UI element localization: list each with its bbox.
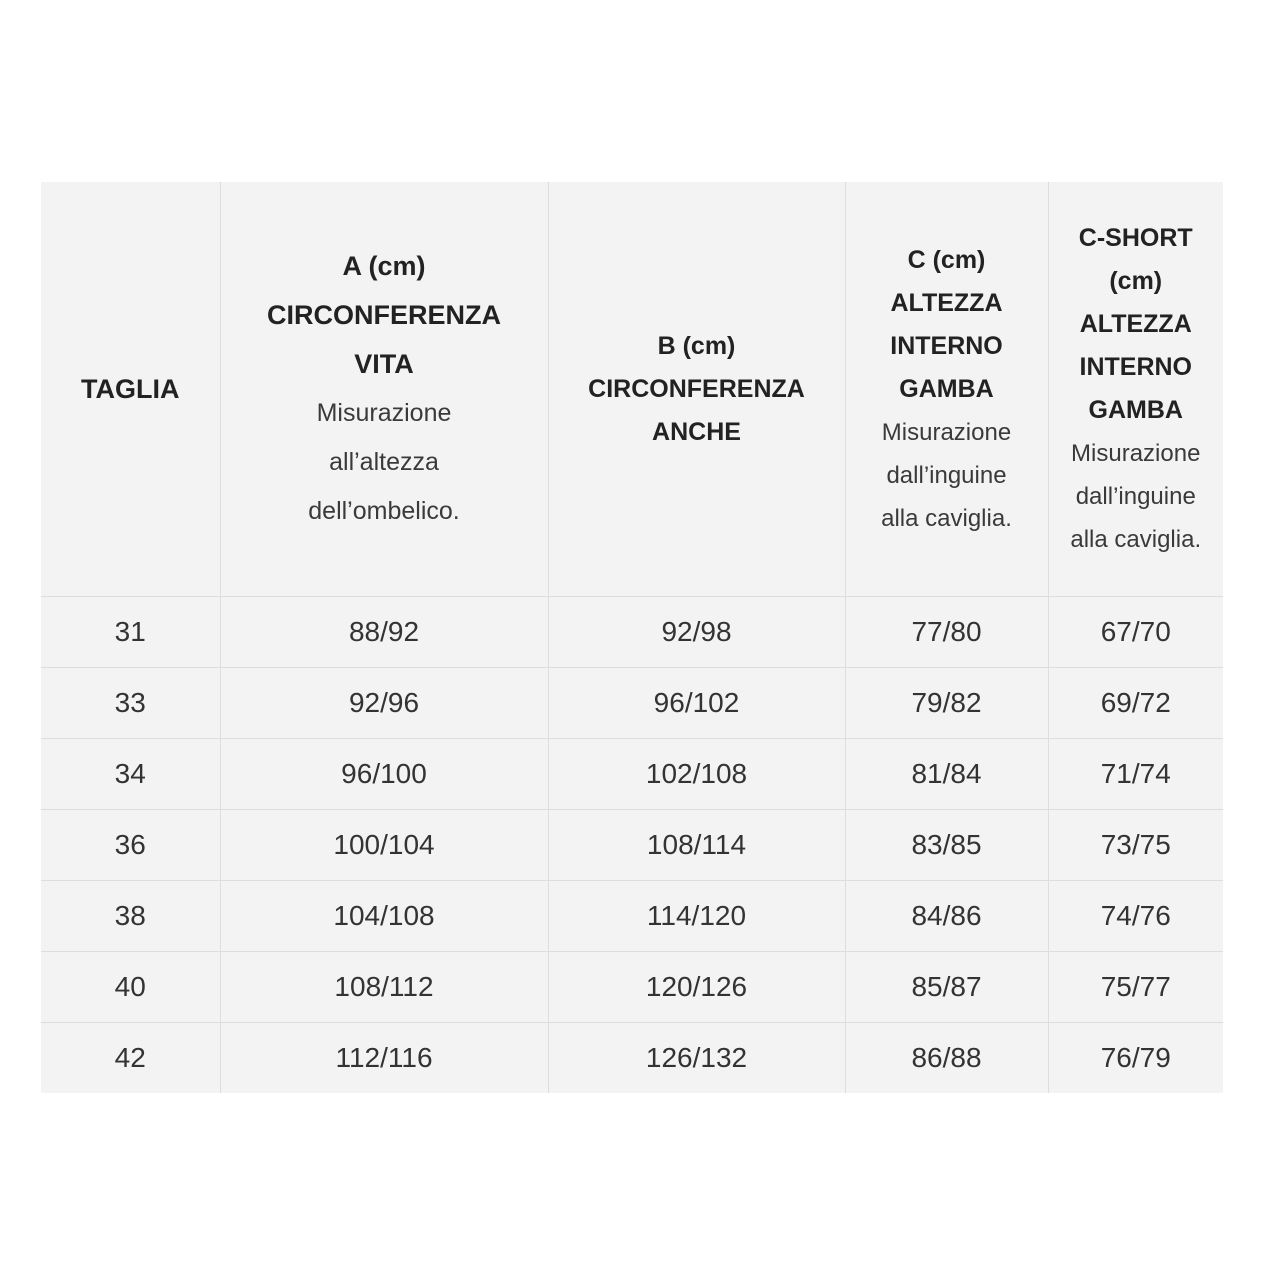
table-row (41, 952, 1223, 1023)
cell-size: 34 (41, 739, 220, 810)
header-waist (220, 182, 548, 597)
cell-size: 31 (41, 597, 220, 668)
header-hips-title: B (cm) CIRCONFERENZA ANCHE (588, 331, 805, 446)
table-row (41, 597, 1223, 668)
cell-waist: 88/92 (220, 597, 548, 668)
table-row (41, 739, 1223, 810)
header-row (41, 182, 1223, 597)
cell-waist: 112/116 (220, 1023, 548, 1094)
cell-inseam: 77/80 (845, 597, 1048, 668)
cell-size: 38 (41, 881, 220, 952)
header-waist-note: Misurazione all’altezza dell’ombelico. (308, 399, 460, 525)
table-row (41, 668, 1223, 739)
header-taglia-title: TAGLIA (81, 373, 180, 404)
cell-inseam: 83/85 (845, 810, 1048, 881)
cell-hips: 92/98 (548, 597, 845, 668)
cell-inseam-short: 74/76 (1048, 881, 1223, 952)
cell-hips: 108/114 (548, 810, 845, 881)
cell-inseam: 79/82 (845, 668, 1048, 739)
cell-size: 36 (41, 810, 220, 881)
table-row (41, 810, 1223, 881)
cell-hips: 126/132 (548, 1023, 845, 1094)
cell-waist: 104/108 (220, 881, 548, 952)
cell-waist: 100/104 (220, 810, 548, 881)
header-inseam-short (1048, 182, 1223, 597)
cell-hips: 114/120 (548, 881, 845, 952)
cell-inseam: 86/88 (845, 1023, 1048, 1094)
cell-size: 42 (41, 1023, 220, 1094)
cell-hips: 102/108 (548, 739, 845, 810)
cell-inseam: 81/84 (845, 739, 1048, 810)
cell-waist: 108/112 (220, 952, 548, 1023)
header-taglia (41, 182, 220, 597)
header-inseam (845, 182, 1048, 597)
cell-hips: 120/126 (548, 952, 845, 1023)
header-inseam-note: Misurazione dall’inguine alla caviglia. (881, 418, 1012, 532)
cell-waist: 96/100 (220, 739, 548, 810)
cell-size: 33 (41, 668, 220, 739)
header-inseam-short-note: Misurazione dall’inguine alla caviglia. (1070, 440, 1202, 553)
cell-inseam: 84/86 (845, 881, 1048, 952)
cell-inseam-short: 73/75 (1048, 810, 1223, 881)
header-hips (548, 182, 845, 597)
cell-hips: 96/102 (548, 668, 845, 739)
header-inseam-short-title: C-SHORT (cm) ALTEZZA INTERNO GAMBA (1078, 224, 1193, 424)
cell-waist: 92/96 (220, 668, 548, 739)
header-inseam-title: C (cm) ALTEZZA INTERNO GAMBA (890, 245, 1003, 403)
cell-inseam-short: 75/77 (1048, 952, 1223, 1023)
header-waist-title: A (cm) CIRCONFERENZA VITA (267, 251, 501, 379)
cell-inseam: 85/87 (845, 952, 1048, 1023)
table-row (41, 881, 1223, 952)
cell-inseam-short: 76/79 (1100, 1042, 1171, 1073)
size-chart-table (41, 182, 1223, 1093)
cell-inseam-short: 67/70 (1048, 597, 1223, 668)
table-row (41, 1023, 1223, 1094)
cell-inseam-short: 71/74 (1048, 739, 1223, 810)
cell-size: 40 (41, 952, 220, 1023)
cell-inseam-short: 69/72 (1048, 668, 1223, 739)
